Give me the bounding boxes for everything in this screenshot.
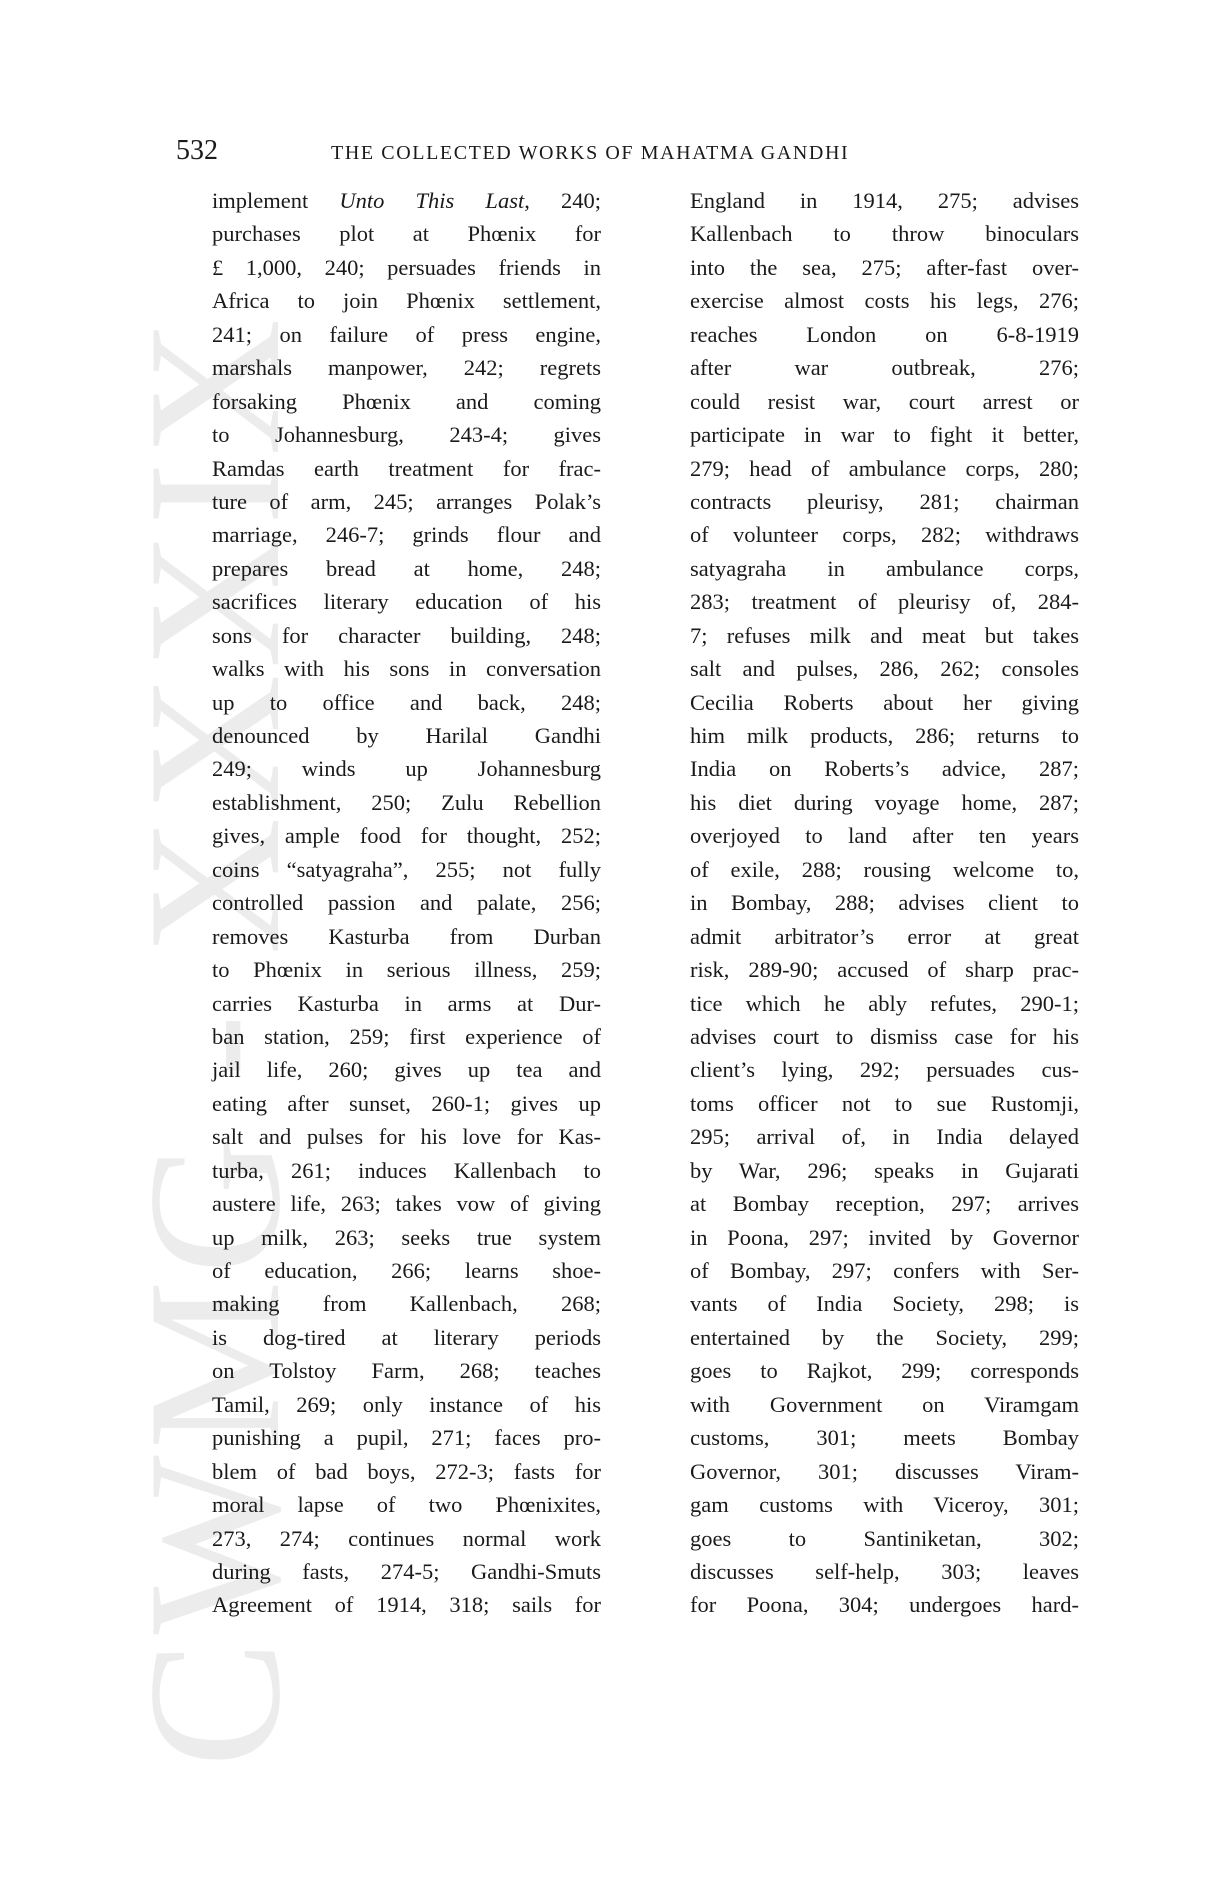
index-line: into the sea, 275; after-fast over- bbox=[690, 254, 1079, 280]
index-line: removes Kasturba from Durban bbox=[212, 923, 601, 949]
index-line: admit arbitrator’s error at great bbox=[690, 923, 1079, 949]
index-line: walks with his sons in conversation bbox=[212, 656, 601, 682]
index-line: Governor, 301; discusses Viram- bbox=[690, 1458, 1079, 1484]
index-line: by War, 296; speaks in Gujarati bbox=[690, 1157, 1079, 1183]
index-line: after war outbreak, 276; bbox=[690, 355, 1079, 381]
index-line: gam customs with Viceroy, 301; bbox=[690, 1492, 1079, 1518]
index-line: risk, 289-90; accused of sharp prac- bbox=[690, 957, 1079, 983]
index-line: overjoyed to land after ten years bbox=[690, 823, 1079, 849]
watermark-text: CWMG - XXXIX bbox=[110, 312, 320, 1768]
index-line: England in 1914, 275; advises bbox=[690, 188, 1079, 213]
index-line: 249; winds up Johannesburg bbox=[212, 756, 601, 782]
index-line: blem of bad boys, 272-3; fasts for bbox=[212, 1458, 601, 1484]
index-line: with Government on Viramgam bbox=[690, 1391, 1079, 1417]
index-line: on Tolstoy Farm, 268; teaches bbox=[212, 1358, 601, 1384]
index-line: to Phœnix in serious illness, 259; bbox=[212, 957, 601, 983]
running-head: THE COLLECTED WORKS OF MAHATMA GANDHI bbox=[331, 142, 850, 164]
index-line: in Poona, 297; invited by Governor bbox=[690, 1224, 1079, 1250]
index-line: gives, ample food for thought, 252; bbox=[212, 823, 601, 849]
page-header bbox=[176, 133, 936, 169]
index-line: India on Roberts’s advice, 287; bbox=[690, 756, 1079, 782]
index-line: 279; head of ambulance corps, 280; bbox=[690, 455, 1079, 481]
index-line: £ 1,000, 240; persuades friends in bbox=[212, 254, 601, 280]
book-title-italic: Unto This Last bbox=[339, 188, 525, 213]
index-line: up to office and back, 248; bbox=[212, 689, 601, 715]
index-line: moral lapse of two Phœnixites, bbox=[212, 1492, 601, 1518]
index-line: exercise almost costs his legs, 276; bbox=[690, 288, 1079, 314]
index-line: denounced by Harilal Gandhi bbox=[212, 723, 601, 748]
index-line: could resist war, court arrest or bbox=[690, 388, 1079, 414]
index-line: Tamil, 269; only instance of his bbox=[212, 1391, 601, 1417]
index-line: goes to Rajkot, 299; corresponds bbox=[690, 1358, 1079, 1384]
index-line: implement Unto This Last, 240; bbox=[212, 188, 601, 213]
index-line: jail life, 260; gives up tea and bbox=[212, 1057, 601, 1083]
index-line: customs, 301; meets Bombay bbox=[690, 1425, 1079, 1451]
index-line: discusses self-help, 303; leaves bbox=[690, 1558, 1079, 1584]
index-line: coins “satyagraha”, 255; not fully bbox=[212, 856, 601, 882]
index-line: salt and pulses, 286, 262; consoles bbox=[690, 656, 1079, 682]
index-line: establishment, 250; Zulu Rebellion bbox=[212, 789, 601, 815]
index-line: marriage, 246-7; grinds flour and bbox=[212, 522, 601, 548]
index-line: Agreement of 1914, 318; sails for bbox=[212, 1592, 601, 1618]
index-line: for Poona, 304; undergoes hard- bbox=[690, 1592, 1079, 1618]
index-line: of education, 266; learns shoe- bbox=[212, 1258, 601, 1283]
index-line: of Bombay, 297; confers with Ser- bbox=[690, 1258, 1079, 1283]
index-line: 273, 274; continues normal work bbox=[212, 1525, 601, 1551]
index-column-right bbox=[690, 184, 1079, 1622]
index-line: Kallenbach to throw binoculars bbox=[690, 221, 1079, 247]
index-line: contracts pleurisy, 281; chairman bbox=[690, 488, 1079, 514]
index-line: austere life, 263; takes vow of giving bbox=[212, 1191, 601, 1217]
index-line: 295; arrival of, in India delayed bbox=[690, 1124, 1079, 1150]
index-line: ban station, 259; first experience of bbox=[212, 1023, 601, 1049]
index-line: in Bombay, 288; advises client to bbox=[690, 890, 1079, 916]
index-line: entertained by the Society, 299; bbox=[690, 1324, 1079, 1350]
index-line: sons for character building, 248; bbox=[212, 622, 601, 648]
index-line: 283; treatment of pleurisy of, 284- bbox=[690, 589, 1079, 615]
index-line: punishing a pupil, 271; faces pro- bbox=[212, 1425, 601, 1451]
page-number: 532 bbox=[176, 135, 218, 166]
index-line: client’s lying, 292; persuades cus- bbox=[690, 1057, 1079, 1083]
index-line: is dog-tired at literary periods bbox=[212, 1324, 601, 1350]
index-line: of exile, 288; rousing welcome to, bbox=[690, 856, 1079, 882]
index-line: Ramdas earth treatment for frac- bbox=[212, 455, 601, 481]
index-line: controlled passion and palate, 256; bbox=[212, 890, 601, 916]
index-line: 241; on failure of press engine, bbox=[212, 321, 601, 347]
index-line: Cecilia Roberts about her giving bbox=[690, 689, 1079, 715]
index-line: during fasts, 274-5; Gandhi-Smuts bbox=[212, 1558, 601, 1584]
index-line: salt and pulses for his love for Kas- bbox=[212, 1124, 601, 1150]
index-line: turba, 261; induces Kallenbach to bbox=[212, 1157, 601, 1183]
index-line: ture of arm, 245; arranges Polak’s bbox=[212, 488, 601, 514]
index-line: marshals manpower, 242; regrets bbox=[212, 355, 601, 381]
index-line: toms officer not to sue Rustomji, bbox=[690, 1090, 1079, 1116]
index-line: at Bombay reception, 297; arrives bbox=[690, 1191, 1079, 1217]
index-line: carries Kasturba in arms at Dur- bbox=[212, 990, 601, 1016]
index-line: to Johannesburg, 243-4; gives bbox=[212, 422, 601, 448]
index-line: eating after sunset, 260-1; gives up bbox=[212, 1090, 601, 1116]
index-line: purchases plot at Phœnix for bbox=[212, 221, 601, 247]
index-line: participate in war to fight it better, bbox=[690, 422, 1079, 448]
index-line: prepares bread at home, 248; bbox=[212, 555, 601, 581]
index-line: up milk, 263; seeks true system bbox=[212, 1224, 601, 1250]
index-line: making from Kallenbach, 268; bbox=[212, 1291, 601, 1317]
index-line: 7; refuses milk and meat but takes bbox=[690, 622, 1079, 648]
index-line: reaches London on 6-8-1919 bbox=[690, 321, 1079, 347]
index-line: forsaking Phœnix and coming bbox=[212, 388, 601, 414]
index-line: Africa to join Phœnix settlement, bbox=[212, 288, 601, 314]
index-line: him milk products, 286; returns to bbox=[690, 723, 1079, 748]
index-line: advises court to dismiss case for his bbox=[690, 1023, 1079, 1049]
index-line: vants of India Society, 298; is bbox=[690, 1291, 1079, 1317]
index-column-left bbox=[212, 184, 601, 1622]
index-line: tice which he ably refutes, 290-1; bbox=[690, 990, 1079, 1016]
index-line: sacrifices literary education of his bbox=[212, 589, 601, 615]
index-line: satyagraha in ambulance corps, bbox=[690, 555, 1079, 581]
index-line: goes to Santiniketan, 302; bbox=[690, 1525, 1079, 1551]
index-line: his diet during voyage home, 287; bbox=[690, 789, 1079, 815]
index-line: of volunteer corps, 282; withdraws bbox=[690, 522, 1079, 548]
